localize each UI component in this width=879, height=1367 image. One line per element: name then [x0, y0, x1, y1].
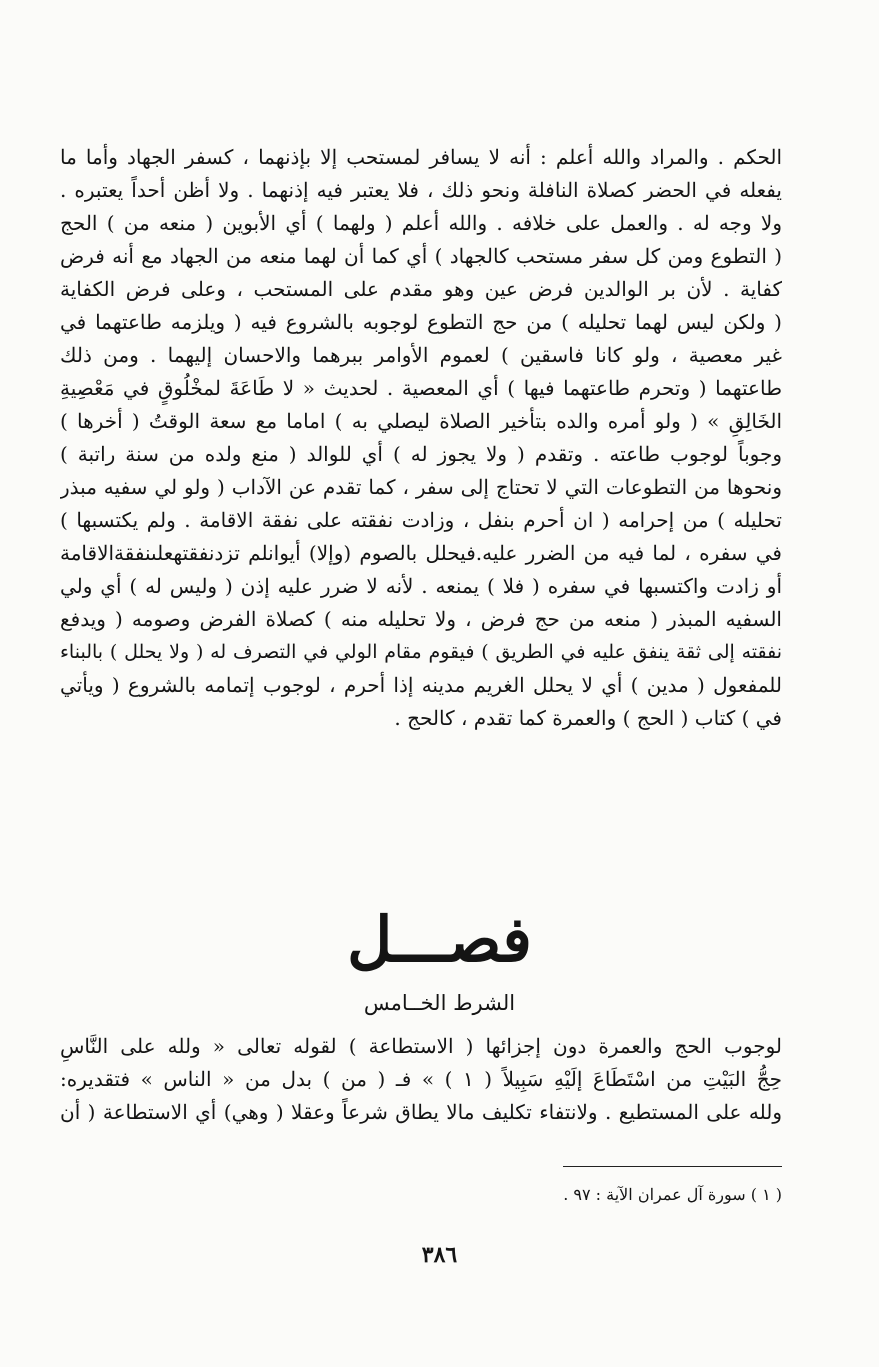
text-line: كفاية . لأن بر الوالدين فرض عين وهو مقدم على المستحب ، وعلى فرض الكفاية — [60, 277, 782, 301]
text-line: تحليله ) من إحرامه ( ان أحرم بنفل ، وزادت نفقته على نفقة الاقامة . ولم يكتسبها ) — [60, 508, 782, 532]
text-line: ولا وجه له . والعمل على خلافه . والله أعلم ( ولهما ) أي الأبوين ( منعه من ) الحج — [60, 211, 782, 235]
text-line: الحكم . والمراد والله أعلم : أنه لا يسافر لمستحب إلا بإذنهما ، كسفر الجهاد وأما ما — [60, 145, 782, 169]
text-line: غير معصية ، ولو كانا فاسقين ) لعموم الأوامر ببرهما والاحسان إليهما . ومن ذلك — [60, 343, 782, 367]
footnote: ( ١ ) سورة آل عمران الآية : ٩٧ . — [563, 1185, 782, 1204]
footnote-divider — [563, 1166, 782, 1167]
section-subheading: الشرط الخــامس — [363, 991, 516, 1015]
text-line: في ) كتاب ( الحج ) والعمرة كما تقدم ، كالحج . — [394, 706, 782, 730]
page-number: ٣٨٦ — [421, 1242, 458, 1268]
text-line: في سفره ، لما فيه من الضرر عليه.فيحلل بالصوم (وإلا) أيوانلم تزدنفقتهعلىنفقةالاقامة — [60, 541, 782, 565]
text-line: ونحوها من التطوعات التي لا تحتاج إلى سفر ، كما تقدم عن الآداب ( ولو لي سفيه مبذر — [60, 475, 782, 499]
text-line: حِجُّ البَيْتِ من اسْتَطَاعَ إلَيْهِ سَبِيلاً ( ١ ) » فـ ( من ) بدل من « الناس » فتقديره: — [60, 1067, 782, 1091]
section-text-block — [60, 1030, 782, 1129]
text-line: نفقته إلى ثقة ينفق عليه في الطريق ) فيقوم مقام الولي في التصرف له ( ولا يحلل ) بالبناء — [60, 641, 782, 663]
text-line: الخَالِقِ » ( ولو أمره والده بتأخير الصلاة ليصلي به ) اماما مع سعة الوقتُ ( أخرها ) — [60, 409, 782, 433]
text-line: للمفعول ( مدين ) أي لا يحلل الغريم مدينه إذا أحرم ، لوجوب إتمامه بالشروع ( ويأتي — [60, 673, 782, 697]
text-line: لوجوب الحج والعمرة دون إجزائها ( الاستطاعة ) لقوله تعالى « ولله على النَّاسِ — [60, 1034, 782, 1058]
text-line: وجوباً لوجوب طاعته . وتقدم ( ولا يجوز له ) أي للوالد ( منع ولده من سنة راتبة ) — [60, 442, 782, 466]
main-text-block — [60, 141, 782, 735]
text-line: طاعتهما ( وتحرم طاعتهما فيها ) أي المعصية . لحديث « لا طَاعَةَ لمخْلُوقٍ في مَعْصِيةِ — [60, 376, 782, 400]
text-line: السفيه المبذر ( منعه من حج فرض ، ولا تحليله منه ) كصلاة الفرض وصومه ( ويدفع — [60, 607, 782, 631]
text-line: ولله على المستطيع . ولانتفاء تكليف مالا يطاق شرعاً وعقلا ( وهي) أي الاستطاعة ( أن — [60, 1100, 782, 1124]
section-heading: فصـــل — [347, 903, 532, 976]
text-line: ( التطوع ومن كل سفر مستحب كالجهاد ) أي كما أن لهما منعه من الجهاد مع أنه فرض — [60, 244, 782, 268]
text-line: ( ولكن ليس لهما تحليله ) من حج التطوع لوجوبه بالشروع فيه ( ويلزمه طاعتهما في — [60, 310, 782, 334]
text-line: يفعله في الحضر كصلاة النافلة ونحو ذلك ، فلا يعتبر فيه إذنهما . ولا أظن أحداً يعتبره . — [60, 178, 782, 202]
text-line: أو زادت واكتسبها في سفره ( فلا ) يمنعه . لأنه لا ضرر عليه إذن ( وليس له ) أي ولي — [60, 574, 782, 598]
